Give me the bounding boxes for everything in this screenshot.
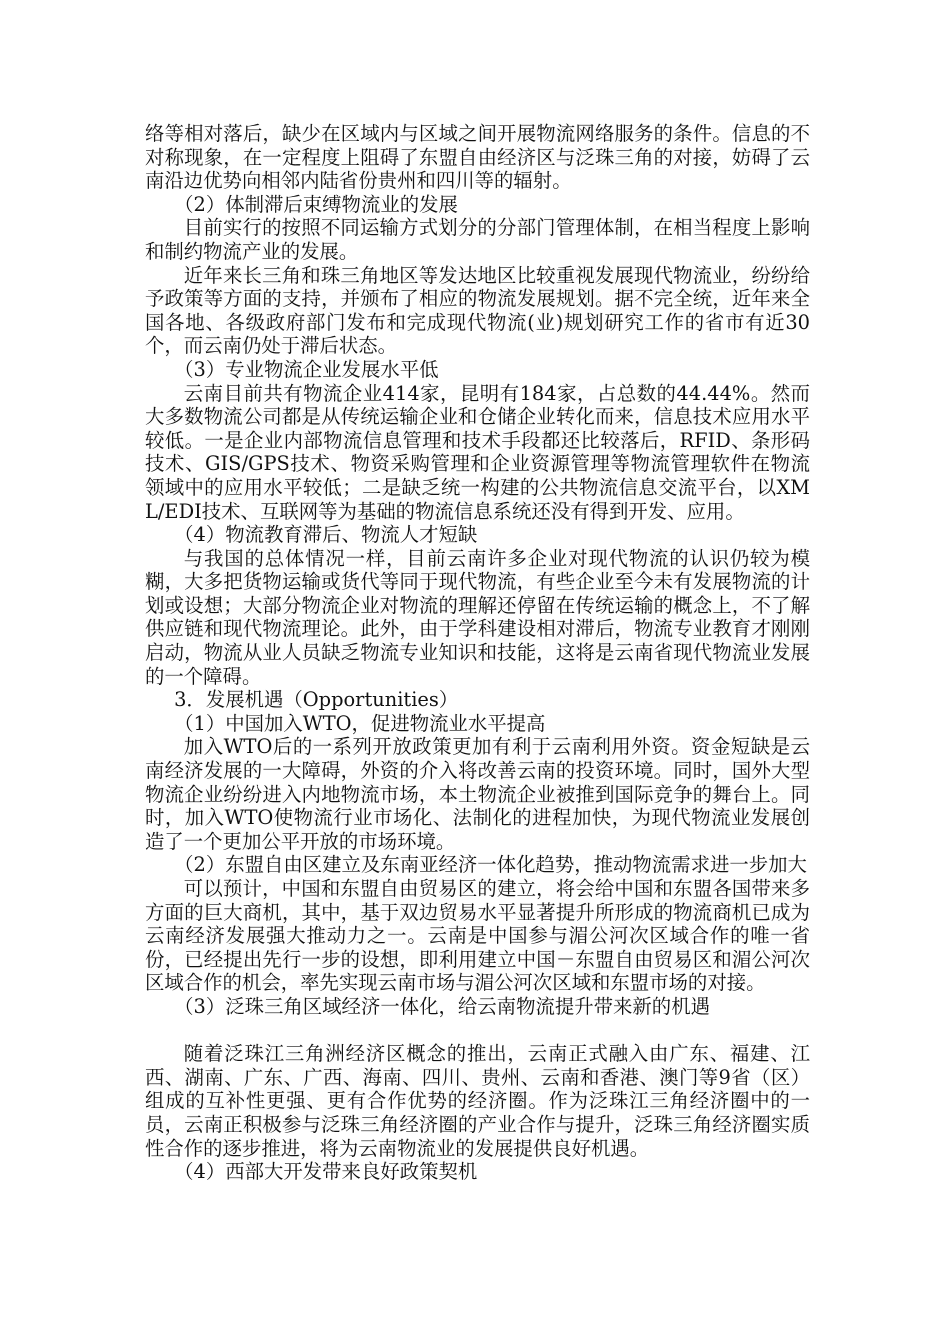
blank-line bbox=[145, 1019, 810, 1043]
paragraph-regional-planning: 近年来长三角和珠三角地区等发达地区比较重视发展现代物流业，纷纷给予政策等方面的支持，并颁布了相应的物流发展规划。据不完全统，近年来全国各地、各级政府部门发布和完成现代物流(业)规划研究工作的省市有近30个，而云南仍处于滞后状态。 bbox=[145, 263, 810, 358]
subheading-wto: （1）中国加入WTO，促进物流业水平提高 bbox=[174, 711, 546, 735]
subheading-pan-pearl-river: （3）泛珠三角区域经济一体化，给云南物流提升带来新的机遇 bbox=[174, 994, 710, 1018]
paragraph-pan-pearl-river: 随着泛珠江三角洲经济区概念的推出，云南正式融入由广东、福建、江西、湖南、广东、广西、海南、四川、贵州、云南和香港、澳门等9省（区）组成的互补性更强、更有合作优势的经济圈。作为泛珠江三角经济圈中的一员，云南正积极参与泛珠三角经济圈的产业合作与提升，泛珠三角经济圈实质性合作的逐步推进，将为云南物流业的发展提供良好机遇。 bbox=[145, 1042, 810, 1160]
subheading-institutional-lag: （2）体制滞后束缚物流业的发展 bbox=[174, 192, 458, 216]
paragraph-body-continued: 络等相对落后，缺少在区域内与区域之间开展物流网络服务的条件。信息的不对称现象，在一定程度上阻碍了东盟自由经济区与泛珠三角的对接，妨碍了云南沿边优势向相邻内陆省份贵州和四川等的辐射。 bbox=[145, 122, 810, 193]
paragraph-education: 与我国的总体情况一样，目前云南许多企业对现代物流的认识仍较为模糊，大多把货物运输或货代等同于现代物流，有些企业至今未有发展物流的计划或设想；大部分物流企业对物流的理解还停留在传统运输的概念上，不了解供应链和现代物流理论。此外，由于学科建设相对滞后，物流专业教育才刚刚启动，物流从业人员缺乏物流专业知识和技能，这将是云南省现代物流业发展的一个障碍。 bbox=[145, 546, 810, 688]
document-page bbox=[145, 122, 810, 1184]
paragraph-enterprise-statistics: 云南目前共有物流企业414家，昆明有184家，占总数的44.44%。然而大多数物流公司都是从传统运输企业和仓储企业转化而来，信息技术应用水平较低。一是企业内部物流信息管理和技术手段都还比较落后，RFID、条形码技术、GIS/GPS技术、物资采购管理和企业资源管理等物流管理软件在物流领域中的应用水平较低；二是缺乏统一构建的公共物流信息交流平台，以XML/EDI技术、互联网等为基础的物流信息系统还没有得到开发、应用。 bbox=[145, 381, 810, 523]
paragraph-asean: 可以预计，中国和东盟自由贸易区的建立，将会给中国和东盟各国带来多方面的巨大商机，其中，基于双边贸易水平显著提升所形成的物流商机已成为云南经济发展强大推动力之一。云南是中国参与湄公河次区域合作的唯一省份，已经提出先行一步的设想，即利用建立中国－东盟自由贸易区和湄公河次区域合作的机会，率先实现云南市场与湄公河次区域和东盟市场的对接。 bbox=[145, 877, 810, 995]
paragraph-wto: 加入WTO后的一系列开放政策更加有利于云南利用外资。资金短缺是云南经济发展的一大障碍，外资的介入将改善云南的投资环境。同时，国外大型物流企业纷纷进入内地物流市场，本土物流企业被推到国际竞争的舞台上。同时，加入WTO使物流行业市场化、法制化的进程加快，为现代物流业发展创造了一个更加公平开放的市场环境。 bbox=[145, 735, 810, 853]
subheading-asean: （2）东盟自由区建立及东南亚经济一体化趋势，推动物流需求进一步加大 bbox=[174, 853, 807, 877]
section-heading-opportunities: 3．发展机遇（Opportunities） bbox=[174, 688, 459, 712]
subheading-logistics-enterprises: （3）专业物流企业发展水平低 bbox=[174, 357, 439, 381]
paragraph-management-system: 目前实行的按照不同运输方式划分的分部门管理体制，在相当程度上影响和制约物流产业的发展。 bbox=[145, 216, 810, 263]
subheading-western-development: （4）西部大开发带来良好政策契机 bbox=[174, 1160, 478, 1184]
subheading-education-talent: （4）物流教育滞后、物流人才短缺 bbox=[174, 523, 478, 547]
